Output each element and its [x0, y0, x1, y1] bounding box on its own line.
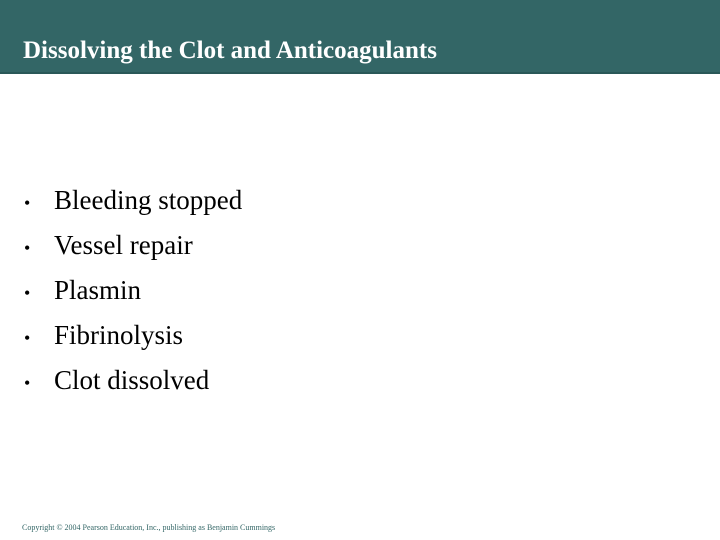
bullet-text: Fibrinolysis [54, 320, 184, 350]
bullet-text: Plasmin [54, 275, 142, 305]
bullet-text: Bleeding stopped [54, 185, 243, 215]
slide-title: Dissolving the Clot and Anticoagulants [23, 37, 437, 64]
bullet-icon: • [24, 283, 31, 303]
bullet-icon: • [24, 328, 31, 348]
copyright-notice: Copyright © 2004 Pearson Education, Inc., publishing as Benjamin Cummings [22, 523, 276, 532]
bullet-icon: • [24, 193, 31, 213]
bullet-icon: • [24, 373, 31, 393]
bullet-item [20, 320, 242, 365]
bullet-item [20, 230, 242, 275]
bullet-text: Clot dissolved [54, 365, 210, 395]
title-bar [0, 0, 720, 74]
bullet-list [20, 185, 242, 410]
bullet-icon: • [24, 238, 31, 258]
bullet-text: Vessel repair [54, 230, 193, 260]
bullet-item [20, 275, 242, 320]
bullet-item [20, 365, 242, 410]
bullet-item [20, 185, 242, 230]
